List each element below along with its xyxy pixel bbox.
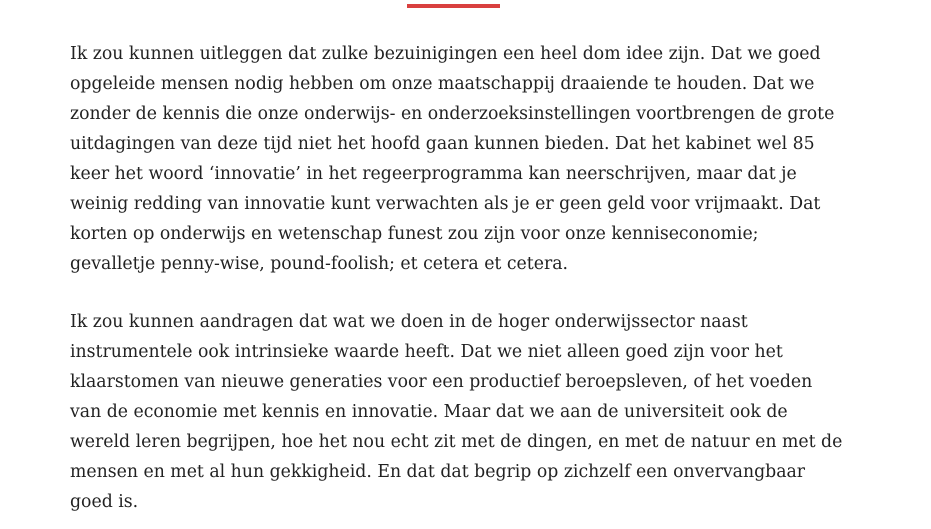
section-accent-bar: [407, 4, 500, 8]
article-paragraph-2: Ik zou kunnen aandragen dat wat we doen in de hoger onderwijssector naast instrumentele ook intrinsieke waarde heeft. Dat we niet alleen goed zijn voor het klaarstomen van nieuwe generaties voor een productief beroepsleven, of het voeden van de economie met kennis en innovatie. Maar dat we aan de universiteit ook de wereld leren begrijpen, hoe het nou echt zit met de dingen, en met de natuur en met de mensen en met al hun gekkigheid. En dat dat begrip op zichzelf een onvervangbaar goed is.: [70, 312, 843, 512]
article-body: [70, 39, 870, 517]
article-paragraph-1: Ik zou kunnen uitleggen dat zulke bezuinigingen een heel dom idee zijn. Dat we goed opgeleide mensen nodig hebben om onze maatschappij draaiende te houden. Dat we zonder de kennis die onze onderwijs- en onderzoeksinstellingen voortbrengen de grote uitdagingen van deze tijd niet het hoofd gaan kunnen bieden. Dat het kabinet wel 85 keer het woord ‘innovatie’ in het regeerprogramma kan neerschrijven, maar dat je weinig redding van innovatie kunt verwachten als je er geen geld voor vrijmaakt. Dat korten op onderwijs en wetenschap funest zou zijn voor onze kenniseconomie; gevalletje penny-wise, pound-foolish; et cetera et cetera.: [70, 44, 835, 274]
